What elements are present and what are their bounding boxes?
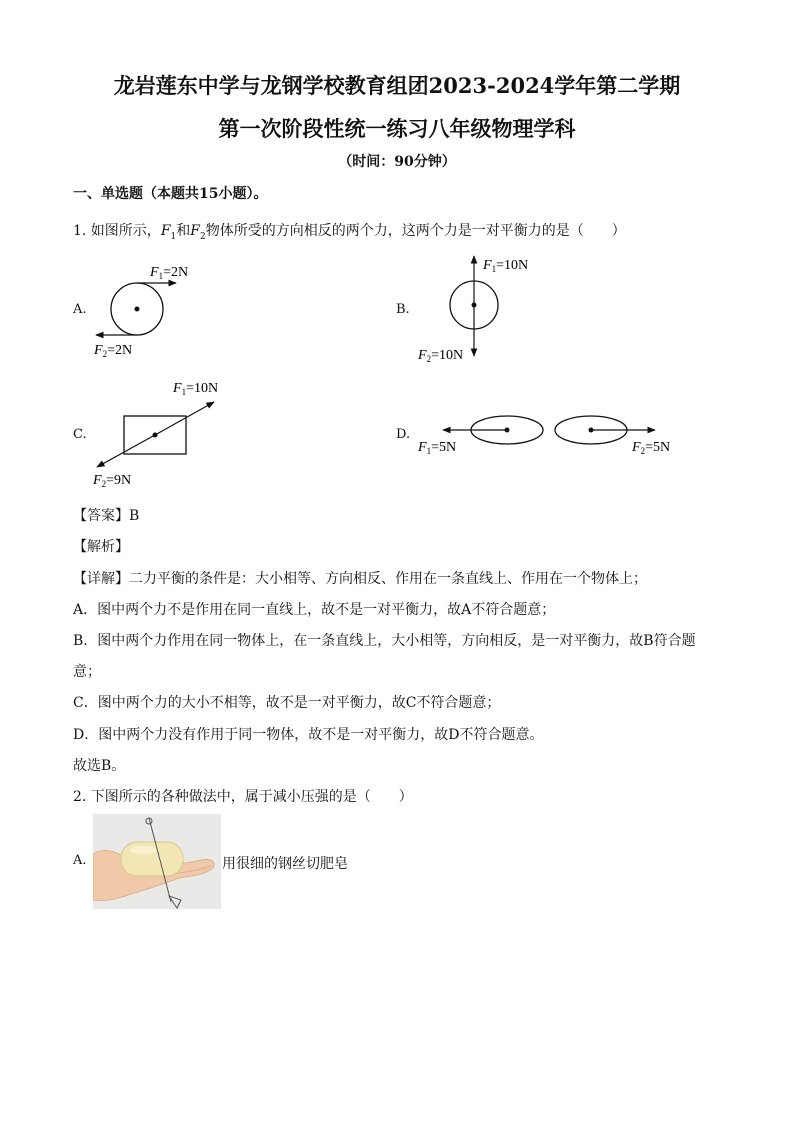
q1-explain-b-line2: 意； (73, 664, 101, 680)
q1-option-d-letter: D. (396, 427, 411, 442)
diagram-a-f2-label: $F_2=2N$ (94, 343, 133, 359)
page-title-line1: 龙岩莲东中学与龙钢学校教育组团2023-2024学年第二学期 (113, 73, 681, 98)
q1-analysis-tag: 【解析】 (73, 539, 129, 555)
q1-option-c-letter: C. (73, 427, 87, 442)
diagram-a-f1-label: $F_1=2N$ (150, 265, 189, 281)
q1-stem-prefix: 1. 如图所示， (73, 223, 161, 239)
q1-stem-f1: F (160, 223, 171, 239)
q1-explain-a: A．图中两个力不是作用在同一直线上，故不是一对平衡力，故A不符合题意； (73, 602, 556, 618)
q1-explain-c: C．图中两个力的大小不相等，故不是一对平衡力，故C不符合题意； (73, 695, 501, 711)
q2-stem: 2. 下图所示的各种做法中，属于减小压强的是（ ） (73, 789, 413, 805)
q2-option-a-text: 用很细的钢丝切肥皂 (222, 856, 348, 872)
q1-option-a-letter: A. (73, 302, 87, 317)
q1-answer (73, 505, 139, 525)
detail-tag: 【详解】 (73, 571, 129, 587)
detail-text: 二力平衡的条件是：大小相等、方向相反、作用在一条直线上、作用在一个物体上； (129, 571, 647, 587)
time-note: （时间：90分钟） (338, 154, 456, 170)
diagram-a-center-dot (135, 307, 140, 312)
diagram-c-f1-arrow (155, 402, 214, 435)
diagram-a (93, 265, 188, 359)
q1-diagrams (0, 0, 794, 500)
soap-wire-photo (93, 814, 221, 909)
q1-stem-suffix: 物体所受的方向相反的两个力，这两个力是一对平衡力的是（ ） (205, 223, 626, 239)
q1-stem-f1-sub: 1 (170, 231, 177, 242)
page-title-line2: 第一次阶段性统一练习八年级物理学科 (218, 116, 576, 141)
diagram-b-f1-label: $F_1=10N$ (483, 258, 529, 274)
diagram-d-f2-label: $F_2=5N$ (632, 440, 671, 456)
answer-value: B (129, 508, 140, 524)
diagram-c-f1-label: $F_1=10N$ (173, 381, 219, 397)
diagram-d-f1-label: $F_1=5N$ (418, 440, 457, 456)
diagram-b (417, 256, 528, 364)
section-heading: 一、单选题（本题共15小题）。 (73, 186, 268, 202)
q1-conclusion: 故选B。 (73, 758, 126, 774)
diagram-c (92, 381, 218, 489)
q1-stem-f2-sub: 2 (199, 231, 206, 242)
diagram-d (417, 416, 670, 456)
q1-explain-b-line1: B．图中两个力作用在同一物体上，在一条直线上，大小相等，方向相反，是一对平衡力，故B符合题 (73, 633, 696, 649)
answer-tag: 【答案】 (73, 508, 129, 524)
q1-explain-d: D．图中两个力没有作用于同一物体，故不是一对平衡力，故D不符合题意。 (73, 727, 544, 743)
q1-stem-and: 和 (176, 223, 191, 239)
diagram-c-f2-arrow (97, 435, 155, 467)
q1-option-b-letter: B. (396, 302, 410, 317)
q1-stem-f2: F (190, 223, 200, 239)
diagram-b-f2-label: $F_2=10N$ (418, 348, 464, 364)
diagram-c-f2-label: $F_2=9N$ (93, 473, 132, 489)
q2-option-a-letter: A. (73, 853, 87, 868)
q1-detail (73, 568, 647, 588)
